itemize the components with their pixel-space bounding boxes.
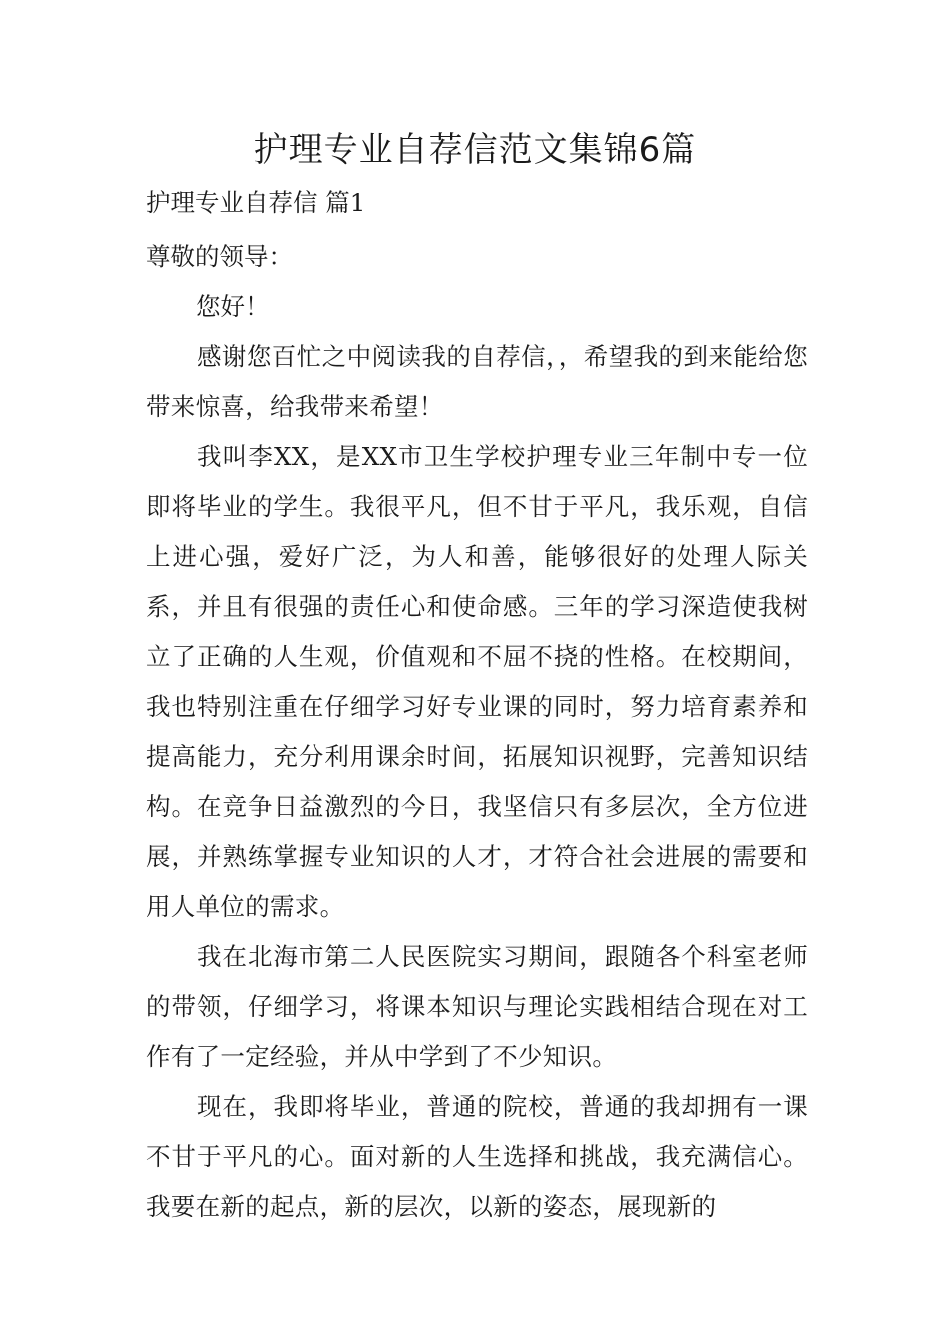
body-paragraph: 我在北海市第二人民医院实习期间，跟随各个科室老师的带领，仔细学习，将课本知识与理论实践相结合现在对工作有了一定经验，并从中学到了不少知识。 — [146, 942, 808, 1071]
body-paragraph: 现在，我即将毕业，普通的院校，普通的我却拥有一课不甘于平凡的心。面对新的人生选择和挑战，我充满信心。我要在新的起点，新的层次，以新的姿态，展现新的 — [146, 1092, 808, 1221]
salutation: 尊敬的领导： — [146, 242, 293, 271]
document-title: 护理专业自荐信范文集锦6篇 — [253, 130, 697, 170]
section-heading: 护理专业自荐信 篇1 — [146, 188, 366, 217]
greeting: 您好！ — [196, 292, 270, 321]
body-paragraph: 感谢您百忙之中阅读我的自荐信，，希望我的到来能给您带来惊喜，给我带来希望！ — [146, 342, 808, 421]
body-paragraph: 我叫李XX，是XX市卫生学校护理专业三年制中专一位即将毕业的学生。我很平凡，但不甘于平凡，我乐观，自信上进心强，爱好广泛，为人和善，能够很好的处理人际关系，并且有很强的责任心和使命感。三年的学习深造使我树立了正确的人生观，价值观和不屈不挠的性格。在校期间，我也特别注重在仔细学习好专业课的同时，努力培育素养和提高能力，充分利用课余时间，拓展知识视野，完善知识结构。在竞争日益激烈的今日，我坚信只有多层次，全方位进展，并熟练掌握专业知识的人才，才符合社会进展的需要和用人单位的需求。 — [146, 442, 808, 921]
document-body — [146, 178, 808, 1232]
